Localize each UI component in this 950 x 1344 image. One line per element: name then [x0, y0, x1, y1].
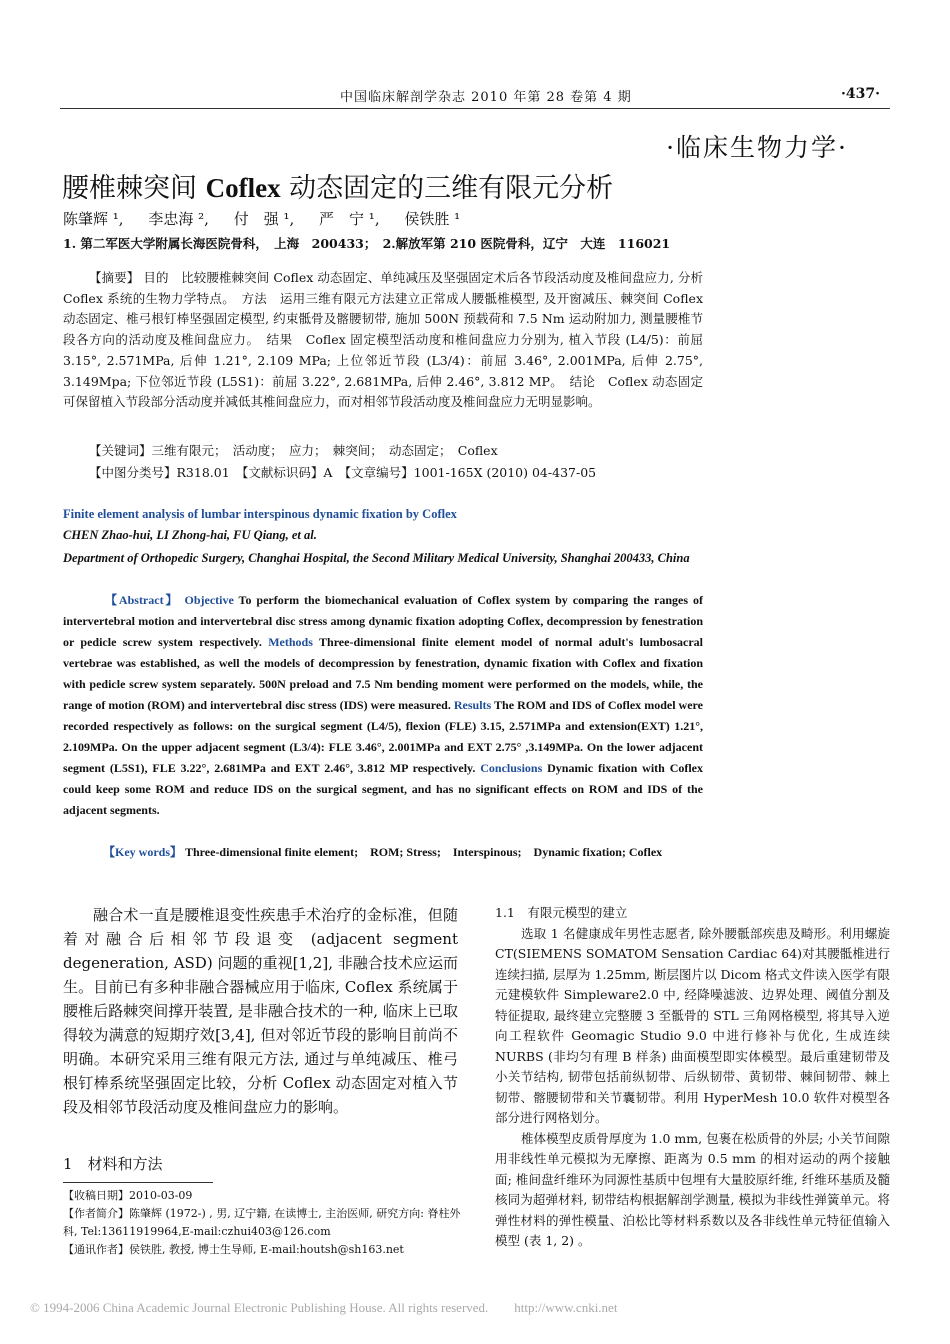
- english-department: Department of Orthopedic Surgery, Changhai Hospital, the Second Military Medical University, Shanghai 200433, China: [63, 551, 690, 565]
- page-number: ·437·: [841, 86, 880, 102]
- keywords-label: 【Key words】: [103, 845, 182, 859]
- copyright-footer: © 1994-2006 China Academic Journal Electronic Publishing House. All rights reserved. http://www.cnki.net: [30, 1300, 618, 1315]
- author: 陈肇辉 ¹,: [63, 210, 124, 228]
- author: 李忠海 ²,: [148, 210, 209, 228]
- conclusions-label: Conclusions: [480, 761, 543, 775]
- subsection-heading: 1.1 有限元模型的建立: [495, 905, 628, 920]
- running-header: [60, 86, 890, 108]
- abstract-label: 【Abstract】: [103, 593, 180, 607]
- methods-label: Methods: [268, 635, 313, 649]
- keywords-text: Three-dimensional finite element; ROM; Stress; Interspinous; Dynamic fixation; Coflex: [185, 845, 663, 859]
- header-rule: [60, 108, 890, 109]
- author: 侯铁胜 ¹: [404, 210, 461, 228]
- objective-label: Objective: [184, 593, 234, 607]
- objective-text: To perform the biomechanical evaluation of Coflex system by comparing the ranges of intervertebral motion and intervertebral disc stress among dynamic fixation adopting Coflex, decompression by fenestration or pedicle screw system respectively.: [63, 593, 703, 649]
- journal-info: 中国临床解剖学杂志 2010 年第 28 卷第 4 期: [340, 90, 632, 105]
- intro-paragraph: 融合术一直是腰椎退变性疾患手术治疗的金标准，但随着对融合后相邻节段退变 (adjacent segment degeneration, ASD) 问题的重视[1,2], 非融合技术应运而生。目前已有多种非融合器械应用于临床, Coflex 系统属于腰椎后路棘突间撑开装置, 是非融合技术的一种, 临床上已取得较为满意的短期疗效[3,4], 但对邻近节段的影响目前尚不明确。本研究采用三维有限元方法, 通过与单纯减压、椎弓根钉棒系统坚强固定比较，分析 Coflex 动态固定对植入节段及相邻节段活动度及椎间盘应力的影响。: [63, 906, 458, 1116]
- right-column: [495, 903, 890, 1252]
- section-heading: 1 材料和方法: [63, 1155, 163, 1173]
- results-text: The ROM and IDS of Coflex model were recorded respectively as follows: on the surgical segment (L4/5), flexion (FLE) 3.15, 2.571MPa and extension(EXT) 1.21°, 2.109MPa. On the upper adjacent segment (L3/4): FLE 3.46°, 2.001MPa and EXT 2.75° ,3.149MPa. On the lower adjacent segment (L5S1), FLE 3.22°, 2.681MPa and EXT 2.46°, 3.812 MP respectively.: [63, 698, 703, 775]
- english-title: Finite element analysis of lumbar interspinous dynamic fixation by Coflex: [63, 507, 457, 521]
- title-part1: 腰椎棘突间: [62, 173, 206, 204]
- chinese-abstract: 【摘要】 目的 比较腰椎棘突间 Coflex 动态固定、单纯减压及坚强固定术后各节段活动度及椎间盘应力, 分析 Coflex 系统的生物力学特点。 方法 运用三维有限元方法建立正常成人腰骶椎模型, 及开窗减压、棘突间 Coflex 动态固定、椎弓根钉棒坚强固定模型, 约束骶骨及髂腰韧带, 施加 500N 预载荷和 7.5 Nm 运动附加力, 测量腰椎节段各方向的活动度及椎间盘应力。 结果 Coflex 固定模型活动度和椎间盘应力分别为, 植入节段 (L4/5)：前屈 3.15°, 2.571MPa, 后伸 1.21°, 2.109 MPa; 上位邻近节段 (L3/4)：前屈 3.46°, 2.001MPa, 后伸 2.75°, 3.149Mpa; 下位邻近节段 (L5S1)：前屈 3.22°, 2.681MPa, 后伸 2.46°, 3.812 MP。 结论 Coflex 动态固定可保留植入节段部分活动度并减低其椎间盘应力，而对相邻节段活动度及椎间盘应力无明显影响。: [63, 270, 703, 410]
- title-part3: 动态固定的三维有限元分析: [280, 173, 614, 204]
- paper-title: [62, 166, 613, 205]
- conclusions-text: Dynamic fixation with Coflex could keep some ROM and reduce IDS on the surgical segment, and has no significant effects on ROM and IDS of the adjacent segments.: [63, 761, 704, 817]
- section-tag: ·临床生物力学·: [666, 133, 848, 162]
- chinese-keywords: 【关键词】三维有限元； 活动度； 应力； 棘突间； 动态固定； Coflex: [89, 443, 498, 458]
- results-label: Results: [453, 698, 492, 712]
- footnote-author-bio: 【作者简介】陈肇辉 (1972-) , 男, 辽宁籍, 在读博士, 主治医师, 研究方向: 脊柱外科, Tel:13611919964,E-mail:czhui403@126.com: [63, 1207, 461, 1238]
- methods-text: Three-dimensional finite element model of normal adult's lumbosacral vertebrae was established, as well the models of decompression by fenestration, dynamic fixation with Coflex and fixation with pedicle screw system separately. 500N preload and 7.5 Nm bending moment were performed on the models, while, the range of motion (ROM) and intervertebral disc stress (IDS) were measured.: [63, 635, 704, 712]
- paragraph: 选取 1 名健康成年男性志愿者, 除外腰骶部疾患及畸形。利用螺旋 CT(SIEMENS SOMATOM Sensation Cardiac 64)对其腰骶椎进行连续扫描, 层厚为 1.25mm, 断层图片以 Dicom 格式文件读入医学有限元建模软件 Simpleware2.0 中, 经降噪滤波、边界处理、阈值分割及特征提取, 最终建立完整腰 3 至骶骨的 STL 三角网格模型, 将其导入逆向工程软件 Geomagic Studio 9.0 中进行修补与优化, 生成连续 NURBS (非均匀有理 B 样条) 曲面模型即实体模型。最后重建韧带及小关节结构, 韧带包括前纵韧带、后纵韧带、黄韧带、棘间韧带、棘上韧带、髂腰韧带和关节囊韧带。利用 HyperMesh 10.0 软件对模型各部分进行网格划分。: [495, 925, 890, 1125]
- title-part2: Coflex: [205, 173, 281, 203]
- footnote-rule: [63, 1182, 213, 1183]
- affiliation: 1. 第二军医大学附属长海医院骨科， 上海 200433； 2.解放军第 210 医院骨科，辽宁 大连 116021: [63, 236, 671, 251]
- english-keywords: [63, 842, 703, 863]
- english-authors: CHEN Zhao-hui, LI Zhong-hai, FU Qiang, et al.: [63, 528, 317, 542]
- author: 付 强 ¹,: [233, 210, 295, 228]
- english-abstract: [63, 590, 703, 821]
- classification-line: 【中图分类号】R318.01 【文献标识码】A 【文章编号】1001-165X (2010) 04-437-05: [89, 465, 597, 480]
- author-list: [63, 208, 480, 229]
- paragraph: 椎体模型皮质骨厚度为 1.0 mm, 包裹在松质骨的外层; 小关节间隙用非线性单元模拟为无摩擦、距离为 0.5 mm 的相对运动的两个接触面; 椎间盘纤维环为同源性基质中包埋有大量胶原纤维, 纤维环基质及髓核同为超弹材料, 韧带结构根据解剖学测量, 模拟为非线性弹簧单元。将弹性材料的弹性模量、泊松比等材料系数以及各非线性单元特征值输入模型 (表 1, 2) 。: [495, 1130, 890, 1248]
- footnote-received: 【收稿日期】2010-03-09: [63, 1189, 193, 1202]
- footnote-corresponding: 【通讯作者】侯铁胜, 教授, 博士生导师, E-mail:houtsh@sh163.net: [63, 1243, 404, 1256]
- author: 严 宁 ¹,: [319, 210, 380, 228]
